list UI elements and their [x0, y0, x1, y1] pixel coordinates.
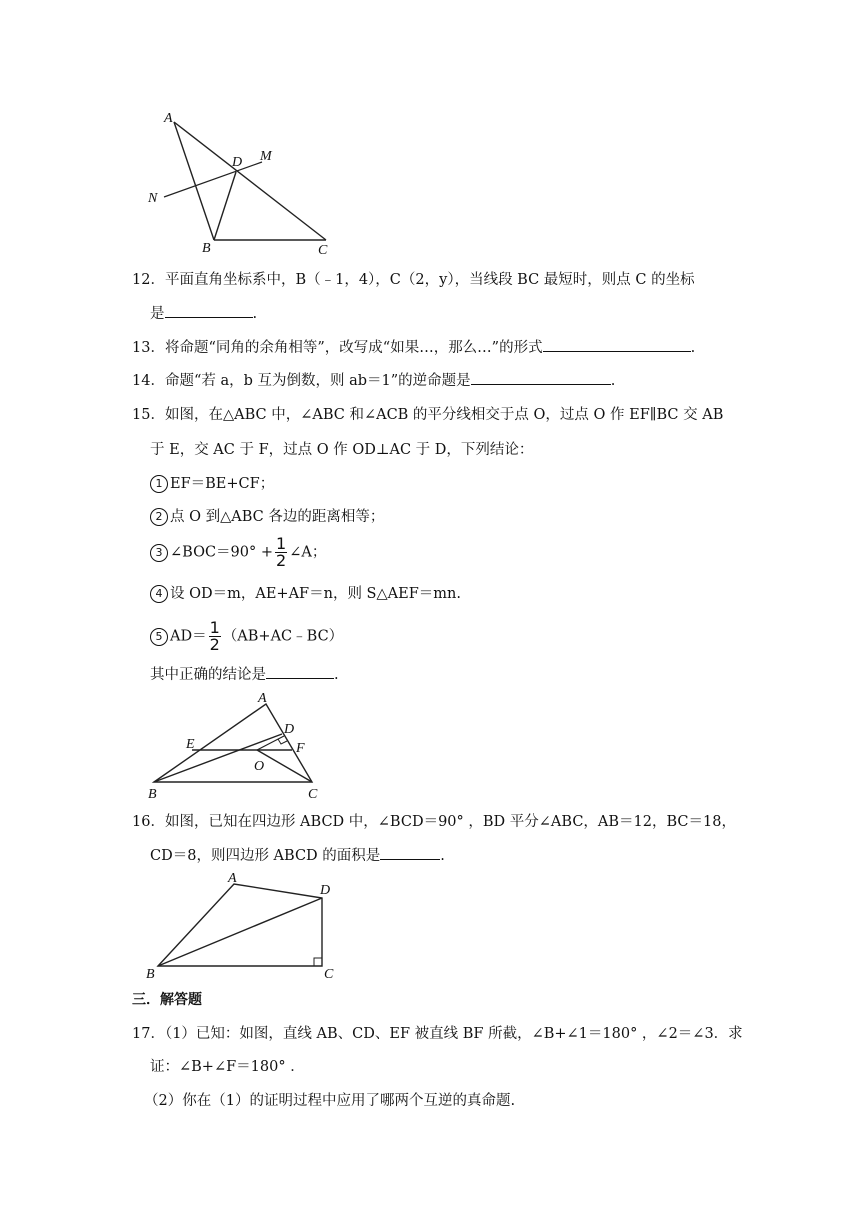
label-m: M — [260, 149, 272, 164]
conclusion-4: 4 设 OD＝m，AE+AF＝n，则 S△AEF＝mn. — [150, 584, 461, 604]
answer-blank-14[interactable] — [471, 370, 611, 385]
figure-q11 — [140, 100, 340, 260]
diagonal-bd — [158, 898, 322, 966]
circled-number-2: 2 — [150, 508, 168, 526]
answer-blank-12[interactable] — [165, 303, 253, 318]
segment-ac — [174, 122, 326, 240]
figure-q15 — [142, 686, 342, 804]
question-17-line3: （2）你在（1）的证明过程中应用了哪两个互逆的真命题. — [144, 1093, 516, 1109]
question-16-line2: CD＝8，则四边形 ABCD 的面积是 . — [150, 845, 445, 866]
label-b: B — [146, 967, 155, 980]
label-b: B — [148, 787, 157, 802]
right-angle-mark-c — [314, 958, 322, 966]
question-12-line1: 12．平面直角坐标系中，B（﹣1，4），C（2，y），当线段 BC 最短时，则点 C 的坐标 — [132, 272, 695, 288]
question-17-line2: 证：∠B+∠F＝180° ． — [150, 1059, 305, 1075]
fraction-half-3: $\frac{1}{2}$ — [276, 534, 287, 570]
triangle-abc — [154, 704, 312, 782]
answer-blank-13[interactable] — [543, 337, 691, 352]
question-16-line1: 16．如图，已知在四边形 ABCD 中，∠BCD＝90° ，BD 平分∠ABC，AB＝12，BC＝18， — [132, 814, 736, 830]
label-c: C — [318, 243, 328, 258]
right-angle-mark-d — [278, 739, 287, 744]
label-c: C — [324, 967, 334, 980]
segment-bd — [214, 172, 236, 240]
label-e: E — [186, 737, 195, 752]
label-a: A — [164, 111, 173, 126]
conclusion-5: 5 AD＝ $\frac{1}{2}$ （AB+AC﹣BC） — [150, 620, 343, 653]
label-o: O — [254, 759, 265, 774]
question-17-line1: 17．（1）已知：如图，直线 AB、CD、EF 被直线 BF 所截，∠B+∠1＝180° ，∠2＝∠3．求 — [132, 1026, 743, 1042]
conclusion-2: 2 点 O 到△ABC 各边的距离相等； — [150, 507, 384, 527]
circled-number-1: 1 — [150, 475, 168, 493]
label-d: D — [284, 722, 295, 737]
label-a: A — [258, 691, 267, 706]
circled-number-4: 4 — [150, 585, 168, 603]
section-title: 三．解答题 — [132, 992, 202, 1008]
answer-blank-16[interactable] — [380, 845, 440, 860]
segment-bo — [154, 734, 282, 782]
question-15-ending: 其中正确的结论是 . — [150, 664, 339, 685]
label-b: B — [202, 241, 211, 256]
circled-number-3: 3 — [150, 544, 168, 562]
figure-q16 — [142, 868, 352, 980]
quadrilateral-abcd — [158, 884, 322, 966]
label-f: F — [296, 741, 305, 756]
conclusion-1: 1 EF＝BE+CF； — [150, 474, 274, 494]
fraction-half-5: $\frac{1}{2}$ — [209, 618, 220, 654]
label-d: D — [320, 883, 331, 898]
question-15-line1: 15．如图，在△ABC 中，∠ABC 和∠ACB 的平分线相交于点 O，过点 O 作 EF∥BC 交 AB — [132, 407, 724, 423]
conclusion-3: 3 ∠BOC＝90° + $\frac{1}{2}$ ∠A； — [150, 536, 326, 569]
label-n: N — [148, 191, 158, 206]
question-14: 14．命题“若 a，b 互为倒数，则 ab＝1”的逆命题是 . — [132, 370, 615, 391]
question-12-line2: 是 . — [150, 303, 257, 324]
label-c: C — [308, 787, 318, 802]
circled-number-5: 5 — [150, 628, 168, 646]
question-13: 13．将命题“同角的余角相等”，改写成“如果…，那么…”的形式 . — [132, 337, 695, 358]
question-15-line2: 于 E，交 AC 于 F，过点 O 作 OD⊥AC 于 D，下列结论： — [150, 442, 534, 458]
label-a: A — [228, 871, 237, 886]
answer-blank-15[interactable] — [266, 664, 334, 679]
label-d: D — [232, 155, 243, 170]
